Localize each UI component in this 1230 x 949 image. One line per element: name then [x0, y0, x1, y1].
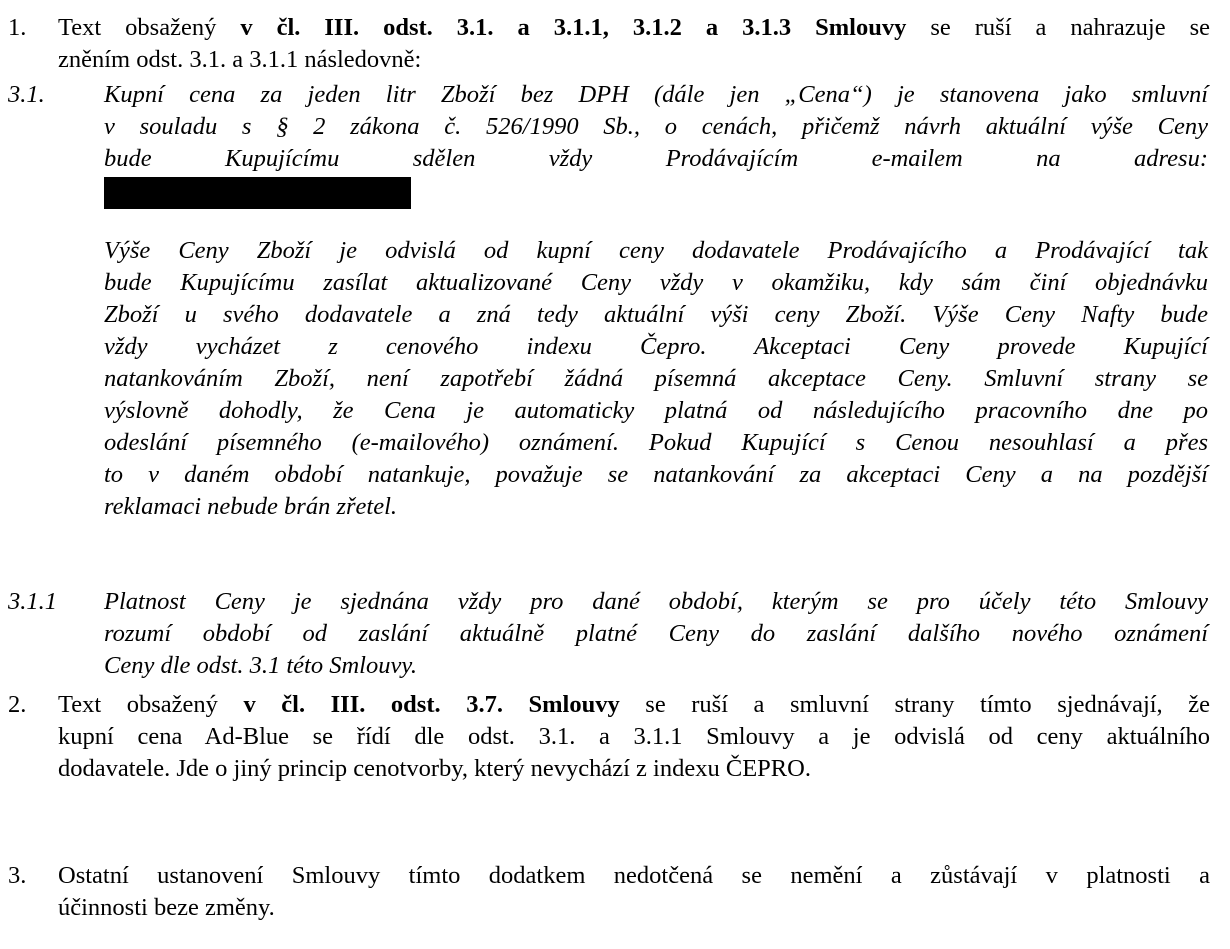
clause-3-1-number: 3.1.	[8, 81, 45, 108]
item-1-text	[58, 12, 1210, 76]
clause-3-1-text	[104, 79, 1208, 523]
item-2-line-2: kupní cena Ad-Blue se řídí dle odst. 3.1. a 3.1.1 Smlouvy a je odvislá od ceny aktuálního	[58, 723, 1210, 750]
clause-3-1-p1-line-1: Kupní cena za jeden litr Zboží bez DPH (dále jen „Cena“) je stanovena jako smluvní	[104, 81, 1208, 108]
clause-3-1-1-line-3: Ceny dle odst. 3.1 této Smlouvy.	[104, 652, 417, 679]
clause-3-1-p2-line-2: bude Kupujícímu zasílat aktualizované Ceny vždy v okamžiku, kdy sám činí objednávku	[104, 269, 1208, 296]
clause-3-1-p1-line-3: bude Kupujícímu sdělen vždy Prodávajícím e-mailem na adresu:	[104, 145, 1208, 172]
clause-3-1-p1-line-2: v souladu s § 2 zákona č. 526/1990 Sb., o cenách, přičemž návrh aktuální výše Ceny	[104, 113, 1208, 140]
item-1-line-1: Text obsažený v čl. III. odst. 3.1. a 3.1.1, 3.1.2 a 3.1.3 Smlouvy se ruší a nahrazuje se	[58, 14, 1211, 41]
item-3-line-2: účinnosti beze změny.	[58, 894, 275, 921]
clause-3-1-p2-line-7: odeslání písemného (e-mailového) oznámení. Pokud Kupující s Cenou nesouhlasí a přes	[104, 429, 1208, 456]
item-1-line-2: zněním odst. 3.1. a 3.1.1 následovně:	[58, 46, 422, 73]
clause-3-1-1-line-2: rozumí období od zaslání aktuálně platné Ceny do zaslání dalšího nového oznámení	[104, 620, 1208, 647]
clause-3-1-p2-line-8: to v daném období natankuje, považuje se natankování za akceptaci Ceny a na pozdější	[104, 461, 1208, 488]
clause-3-1-1-number: 3.1.1	[8, 588, 57, 615]
item-3-text	[58, 860, 1210, 924]
item-2-line-1: Text obsažený v čl. III. odst. 3.7. Smlouvy se ruší a smluvní strany tímto sjednávají, že	[58, 691, 1210, 718]
item-2-number: 2.	[8, 691, 27, 718]
clause-3-1-p2-line-1: Výše Ceny Zboží je odvislá od kupní ceny dodavatele Prodávajícího a Prodávající tak	[104, 237, 1208, 264]
item-2-line-3: dodavatele. Jde o jiný princip cenotvorby, který nevychází z indexu ČEPRO.	[58, 755, 811, 782]
item-1-bold-ref: v čl. III. odst. 3.1. a 3.1.1, 3.1.2 a 3.1.3 Smlouvy	[240, 14, 907, 41]
item-3-number: 3.	[8, 862, 27, 889]
clause-3-1-1-line-1: Platnost Ceny je sjednána vždy pro dané období, kterým se pro účely této Smlouvy	[104, 588, 1208, 615]
clause-3-1-p2-line-3: Zboží u svého dodavatele a zná tedy aktuální výši ceny Zboží. Výše Ceny Nafty bude	[104, 301, 1208, 328]
clause-3-1-p2-line-9: reklamaci nebude brán zřetel.	[104, 493, 398, 520]
clause-3-1-p2-line-4: vždy vycházet z cenového indexu Čepro. Akceptaci Ceny provede Kupující	[104, 333, 1208, 360]
clause-3-1-p2-line-5: natankováním Zboží, není zapotřebí žádná písemná akceptace Ceny. Smluvní strany se	[104, 365, 1208, 392]
item-1-number: 1.	[8, 14, 27, 41]
item-3-line-1: Ostatní ustanovení Smlouvy tímto dodatkem nedotčená se nemění a zůstávají v platnosti a	[58, 862, 1210, 889]
item-2-bold-ref: v čl. III. odst. 3.7. Smlouvy	[243, 691, 620, 718]
redacted-email-block	[104, 177, 411, 209]
item-2-text	[58, 689, 1210, 785]
clause-3-1-p2-line-6: výslovně dohodly, že Cena je automaticky platná od následujícího pracovního dne po	[104, 397, 1208, 424]
clause-3-1-1-text	[104, 586, 1208, 682]
